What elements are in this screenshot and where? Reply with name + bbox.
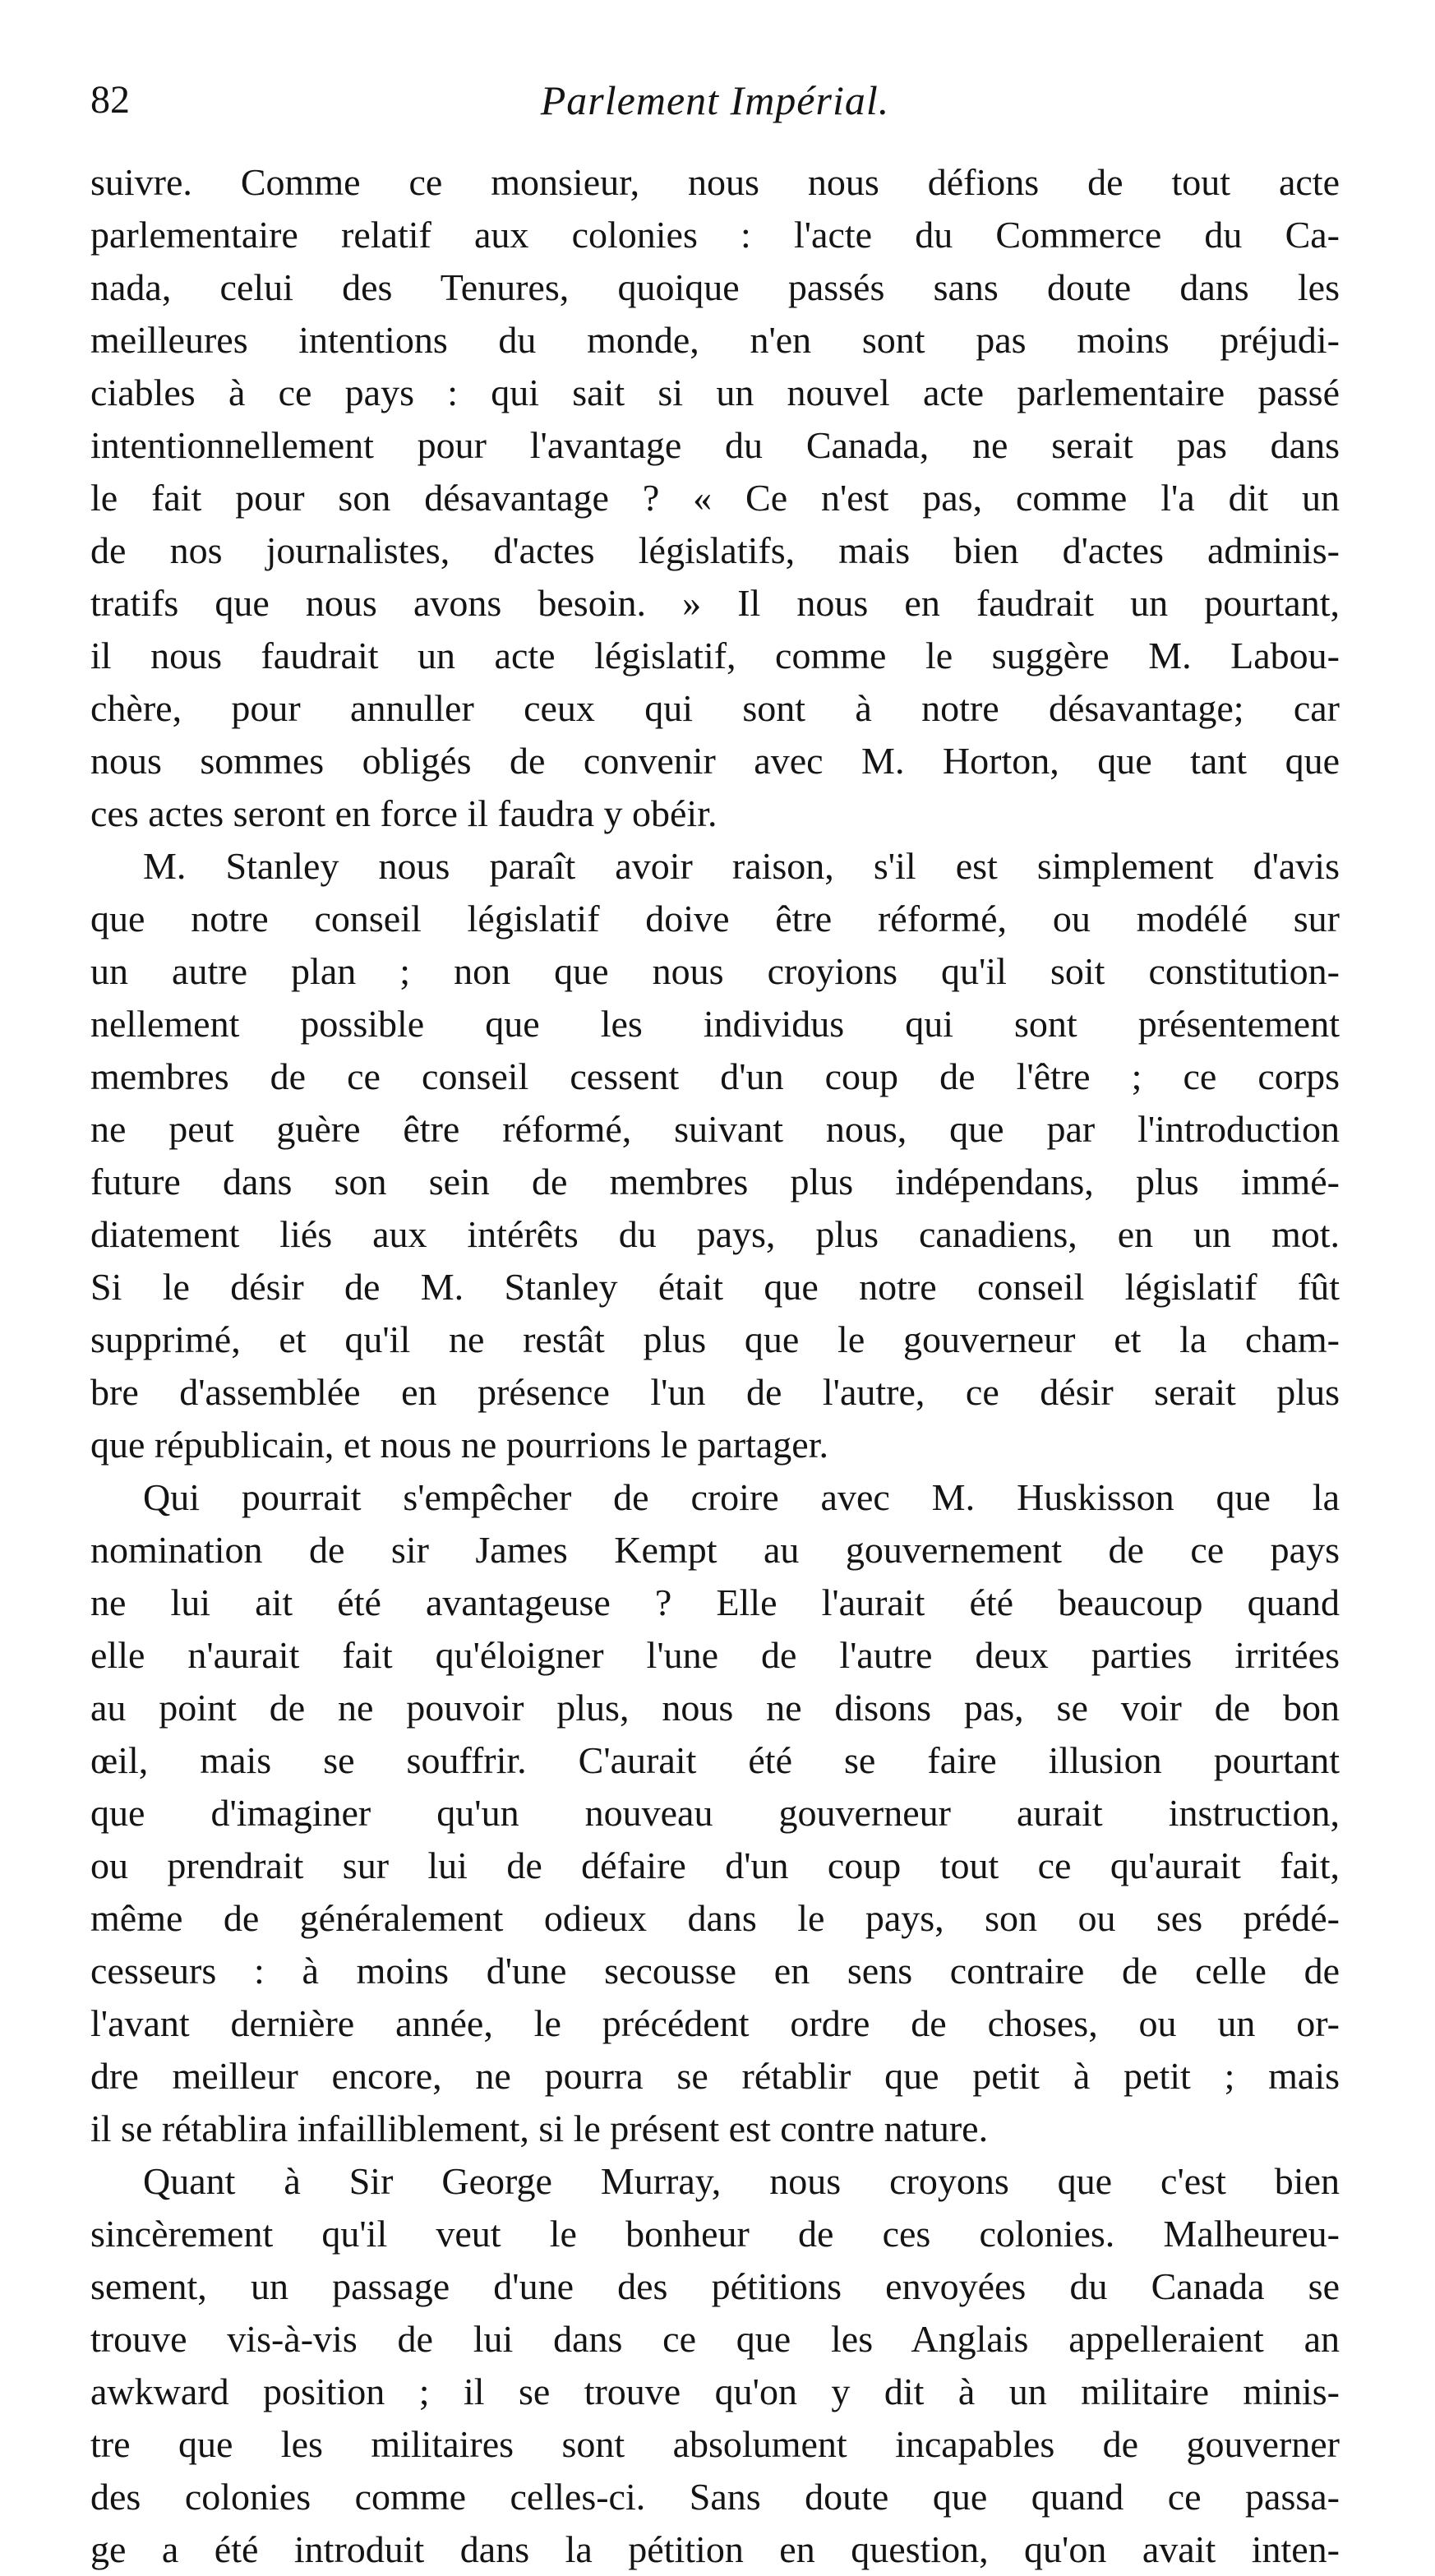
text-line: meilleures intentions du monde, n'en sont pas moins préjudi- bbox=[90, 319, 1340, 361]
page-number: 82 bbox=[90, 78, 130, 122]
text-line: diatement liés aux intérêts du pays, plus canadiens, en un mot. bbox=[90, 1213, 1340, 1255]
text-line: ciables à ce pays : qui sait si un nouvel acte parlementaire passé bbox=[90, 372, 1340, 413]
body-text bbox=[90, 156, 1340, 2576]
text-line: tratifs que nous avons besoin. » Il nous en faudrait un pourtant, bbox=[90, 582, 1340, 624]
text-line: même de généralement odieux dans le pays, son ou ses prédé- bbox=[90, 1897, 1340, 1939]
text-line: de nos journalistes, d'actes législatifs, mais bien d'actes adminis- bbox=[90, 529, 1340, 571]
text-line: nellement possible que les individus qui sont présentement bbox=[90, 1003, 1340, 1045]
text-line: Si le désir de M. Stanley était que notre conseil législatif fût bbox=[90, 1266, 1340, 1308]
text-line: nada, celui des Tenures, quoique passés sans doute dans les bbox=[90, 266, 1340, 308]
paragraph bbox=[90, 1471, 1340, 2155]
text-line: parlementaire relatif aux colonies : l'acte du Commerce du Ca- bbox=[90, 214, 1340, 256]
text-line: que notre conseil législatif doive être réformé, ou modélé sur bbox=[90, 898, 1340, 939]
text-line: bre d'assemblée en présence l'un de l'autre, ce désir serait plus bbox=[90, 1371, 1340, 1413]
text-line: Quant à Sir George Murray, nous croyons que c'est bien bbox=[143, 2160, 1340, 2202]
text-line: il se rétablira infailliblement, si le présent est contre nature. bbox=[90, 2107, 989, 2149]
text-line: il nous faudrait un acte législatif, comme le suggère M. Labou- bbox=[90, 635, 1340, 676]
text-line: des colonies comme celles-ci. Sans doute que quand ce passa- bbox=[90, 2476, 1340, 2518]
text-line: un autre plan ; non que nous croyions qu'il soit constitution- bbox=[90, 950, 1340, 992]
text-line: ou prendrait sur lui de défaire d'un coup tout ce qu'aurait fait, bbox=[90, 1844, 1340, 1886]
text-line: ne peut guère être réformé, suivant nous, que par l'introduction bbox=[90, 1108, 1340, 1150]
text-line: trouve vis-à-vis de lui dans ce que les Anglais appelleraient an bbox=[90, 2318, 1340, 2360]
text-line: elle n'aurait fait qu'éloigner l'une de l'autre deux parties irritées bbox=[90, 1634, 1340, 1676]
text-line: au point de ne pouvoir plus, nous ne disons pas, se voir de bon bbox=[90, 1687, 1340, 1729]
text-line: dre meilleur encore, ne pourra se rétablir que petit à petit ; mais bbox=[90, 2055, 1340, 2097]
text-line: nomination de sir James Kempt au gouvernement de ce pays bbox=[90, 1529, 1340, 1571]
paragraph bbox=[90, 840, 1340, 1471]
text-line: l'avant dernière année, le précédent ordre de choses, ou un or- bbox=[90, 2002, 1340, 2044]
text-line: future dans son sein de membres plus indépendans, plus immé- bbox=[90, 1161, 1340, 1203]
text-line: ge a été introduit dans la pétition en question, qu'on avait inten- bbox=[90, 2528, 1340, 2570]
text-line: sincèrement qu'il veut le bonheur de ces colonies. Malheureu- bbox=[90, 2213, 1340, 2255]
text-line: membres de ce conseil cessent d'un coup de l'être ; ce corps bbox=[90, 1055, 1340, 1097]
text-line: supprimé, et qu'il ne restât plus que le gouverneur et la cham- bbox=[90, 1318, 1340, 1360]
paragraph bbox=[90, 2155, 1340, 2576]
text-line: que d'imaginer qu'un nouveau gouverneur aurait instruction, bbox=[90, 1792, 1340, 1834]
text-line: M. Stanley nous paraît avoir raison, s'il est simplement d'avis bbox=[143, 845, 1340, 887]
text-line: tre que les militaires sont absolument incapables de gouverner bbox=[90, 2423, 1340, 2465]
text-line: cesseurs : à moins d'une secousse en sens contraire de celle de bbox=[90, 1950, 1340, 1992]
text-line: œil, mais se souffrir. C'aurait été se faire illusion pourtant bbox=[90, 1739, 1340, 1781]
text-line: ces actes seront en force il faudra y obéir. bbox=[90, 792, 718, 834]
text-line: intentionnellement pour l'avantage du Canada, ne serait pas dans bbox=[90, 424, 1340, 466]
text-line: awkward position ; il se trouve qu'on y dit à un militaire minis- bbox=[90, 2371, 1340, 2412]
text-line: le fait pour son désavantage ? « Ce n'est pas, comme l'a dit un bbox=[90, 477, 1340, 519]
text-line: que républicain, et nous ne pourrions le partager. bbox=[90, 1424, 828, 1466]
paragraph bbox=[90, 156, 1340, 840]
text-line: chère, pour annuller ceux qui sont à notre désavantage; car bbox=[90, 687, 1340, 729]
text-line: sement, un passage d'une des pétitions envoyées du Canada se bbox=[90, 2265, 1340, 2307]
text-line: suivre. Comme ce monsieur, nous nous défions de tout acte bbox=[90, 161, 1340, 203]
text-line: Qui pourrait s'empêcher de croire avec M. Huskisson que la bbox=[143, 1476, 1340, 1518]
text-line: ne lui ait été avantageuse ? Elle l'aurait été beaucoup quand bbox=[90, 1581, 1340, 1623]
running-head bbox=[90, 76, 1340, 133]
running-title: Parlement Impérial. bbox=[540, 77, 890, 123]
text-line: nous sommes obligés de convenir avec M. Horton, que tant que bbox=[90, 740, 1340, 782]
